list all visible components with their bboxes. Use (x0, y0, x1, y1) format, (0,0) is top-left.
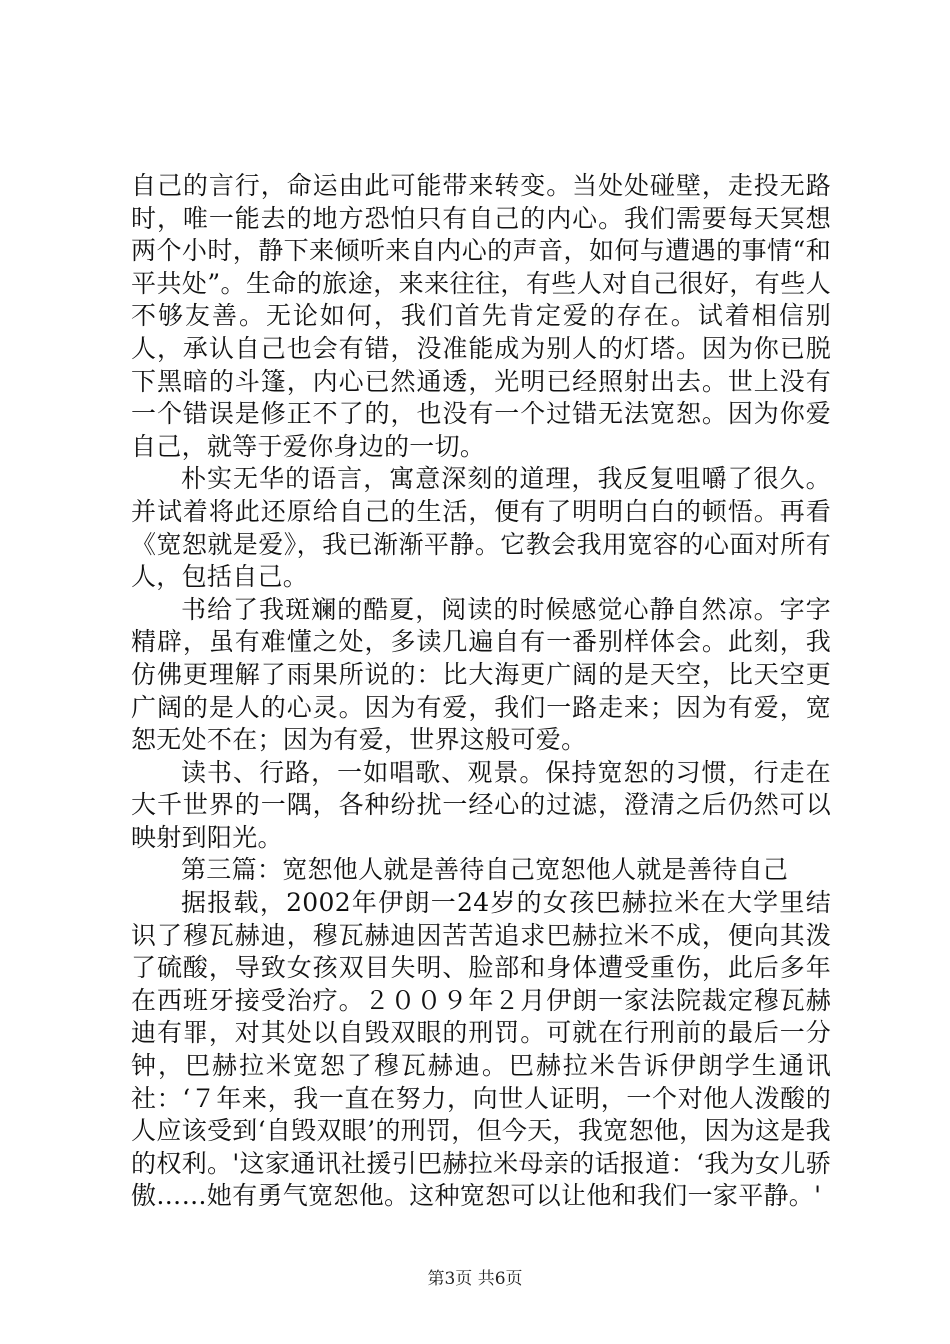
paragraph-1: 自己的言行，命运由此可能带来转变。当处处碰壁，走投无路时，唯一能去的地方恐怕只有自己的内心。我们需要每天冥想两个小时，静下来倾听来自内心的声音，如何与遭遇的事情“和平共处”。生命的旅途，来来往往，有些人对自己很好，有些人不够友善。无论如何，我们首先肯定爱的存在。试着相信别人，承认自己也会有错，没准能成为别人的灯塔。因为你已脱下黑暗的斗篷，内心已然通透，光明已经照射出去。世上没有一个错误是修正不了的，也没有一个过错无法宽恕。因为你爱自己，就等于爱你身边的一切。 (131, 171, 831, 461)
document-body (131, 170, 831, 1213)
section-heading: 第三篇：宽恕他人就是善待自己宽恕他人就是善待自己 (181, 855, 789, 885)
paragraph-3: 书给了我斑斓的酷夏，阅读的时候感觉心静自然凉。字字精辟，虽有难懂之处，多读几遍自有一番别样体会。此刻，我仿佛更理解了雨果所说的：比大海更广阔的是天空，比天空更广阔的是人的心灵。因为有爱，我们一路走来；因为有爱，宽恕无处不在；因为有爱，世界这般可爱。 (131, 594, 831, 755)
paragraph-6: 据报载，2002年伊朗一24岁的女孩巴赫拉米在大学里结识了穆瓦赫迪，穆瓦赫迪因苦苦追求巴赫拉米不成，便向其泼了硫酸，导致女孩双目失明、脸部和身体遭受重伤，此后多年在西班牙接受治疗。２００９年２月伊朗一家法院裁定穆瓦赫迪有罪，对其处以自毁双眼的刑罚。可就在行刑前的最后一分钟，巴赫拉米宽恕了穆瓦赫迪。巴赫拉米告诉伊朗学生通讯社：‘７年来，我一直在努力，向世人证明，一个对他人泼酸的人应该受到‘自毁双眼’的刑罚，但今天，我宽恕他，因为这是我的权利。'这家通讯社援引巴赫拉米母亲的话报道：‘我为女儿骄傲……她有勇气宽恕他。这种宽恕可以让他和我们一家平静。' (131, 888, 831, 1211)
paragraph-2: 朴实无华的语言，寓意深刻的道理，我反复咀嚼了很久。并试着将此还原给自己的生活，便有了明明白白的顿悟。再看《宽恕就是爱》，我已渐渐平静。它教会我用宽容的心面对所有人，包括自己。 (131, 464, 831, 592)
page-number-footer: 第3页 共6页 (427, 1269, 523, 1289)
paragraph-4: 读书、行路，一如唱歌、观景。保持宽恕的习惯，行走在大千世界的一隅，各种纷扰一经心的过滤，澄清之后仍然可以映射到阳光。 (131, 757, 831, 852)
